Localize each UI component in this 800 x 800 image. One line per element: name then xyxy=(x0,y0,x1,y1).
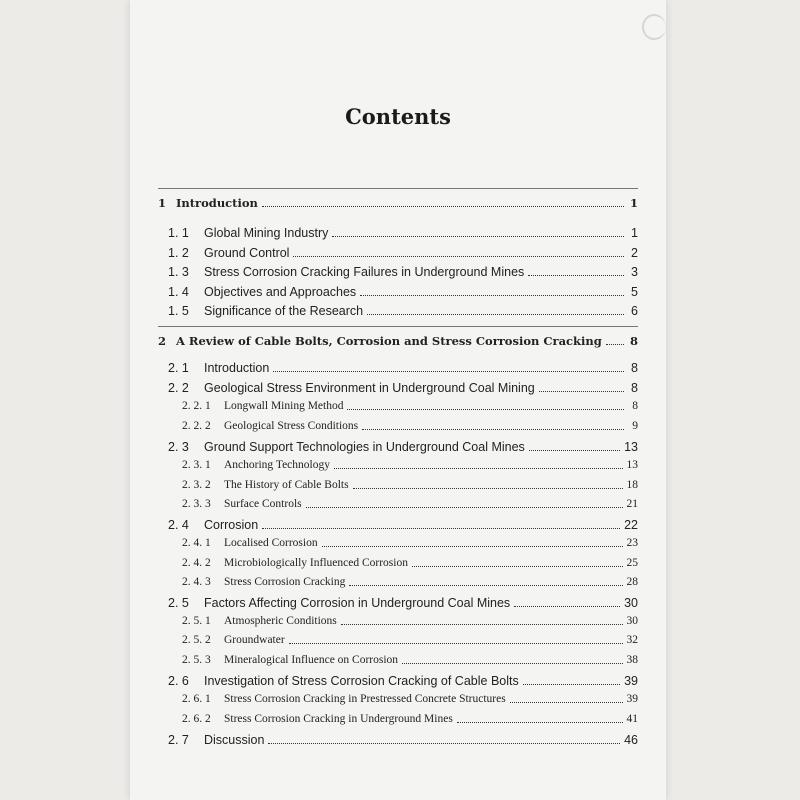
toc-entry-number: 2. 5. 1 xyxy=(182,615,211,627)
toc-entry-page: 8 xyxy=(631,381,638,395)
dot-leader xyxy=(306,506,623,508)
toc-subsection-entry[interactable] xyxy=(182,654,638,666)
toc-entry-title: Stress Corrosion Cracking in Underground Mines xyxy=(224,713,453,725)
toc-entry-number: 2. 3. 3 xyxy=(182,498,211,510)
dot-leader xyxy=(360,294,624,296)
toc-entry-number: 2. 4 xyxy=(168,518,189,532)
toc-entry-title: Ground Control xyxy=(204,246,290,260)
dot-leader xyxy=(528,274,624,276)
toc-entry-title: Stress Corrosion Cracking in Prestressed Concrete Structures xyxy=(224,693,506,705)
toc-entry-page: 1 xyxy=(629,196,638,210)
toc-entry-number: 1. 2 xyxy=(168,246,189,260)
dot-leader xyxy=(606,343,624,345)
dot-leader xyxy=(402,662,622,664)
toc-entry-title: Geological Stress Conditions xyxy=(224,420,359,432)
toc-entry-page: 18 xyxy=(626,479,638,491)
toc-entry-number: 2. 4. 2 xyxy=(182,557,211,569)
dot-leader xyxy=(268,742,620,744)
toc-subsection-entry[interactable] xyxy=(182,713,638,725)
toc-entry-number: 2. 1 xyxy=(168,361,189,375)
toc-entry-page: 30 xyxy=(624,596,638,610)
toc-entry-page: 13 xyxy=(624,440,638,454)
toc-section-entry[interactable] xyxy=(168,304,638,318)
toc-entry-title: Introduction xyxy=(204,361,270,375)
document-page xyxy=(130,0,666,800)
toc-entry-page: 39 xyxy=(626,693,638,705)
toc-subsection-entry[interactable] xyxy=(182,400,638,412)
toc-entry-number: 2. 2. 2 xyxy=(182,420,211,432)
dot-leader xyxy=(362,428,624,430)
toc-section-entry[interactable] xyxy=(168,733,638,747)
toc-section-entry[interactable] xyxy=(168,226,638,240)
toc-entry-title: Longwall Mining Method xyxy=(224,400,344,412)
toc-entry-number: 2. 6. 2 xyxy=(182,713,211,725)
toc-subsection-entry[interactable] xyxy=(182,459,638,471)
toc-entry-page: 25 xyxy=(626,557,638,569)
toc-entry-page: 46 xyxy=(624,733,638,747)
toc-entry-title: Groundwater xyxy=(224,634,285,646)
toc-entry-page: 5 xyxy=(631,285,638,299)
toc-section-entry[interactable] xyxy=(168,381,638,395)
dot-leader xyxy=(341,623,623,625)
page-header-ornament xyxy=(642,14,666,40)
dot-leader xyxy=(529,449,620,451)
toc-entry-number: 2. 6. 1 xyxy=(182,693,211,705)
toc-entry-page: 32 xyxy=(626,634,638,646)
toc-section-entry[interactable] xyxy=(168,440,638,454)
toc-entry-title: Investigation of Stress Corrosion Cracking of Cable Bolts xyxy=(204,674,519,688)
toc-subsection-entry[interactable] xyxy=(182,615,638,627)
toc-entry-number: 2. 4. 1 xyxy=(182,537,211,549)
page-title: Contents xyxy=(345,104,451,129)
toc-entry-page: 22 xyxy=(624,518,638,532)
chapter-divider xyxy=(158,188,638,189)
dot-leader xyxy=(539,390,624,392)
toc-entry-title: Global Mining Industry xyxy=(204,226,329,240)
toc-entry-page: 30 xyxy=(626,615,638,627)
toc-entry-title: Stress Corrosion Cracking Failures in Underground Mines xyxy=(204,265,525,279)
toc-entry-number: 2. 2 xyxy=(168,381,189,395)
dot-leader xyxy=(523,683,620,685)
toc-subsection-entry[interactable] xyxy=(182,537,638,549)
toc-entry-title: Significance of the Research xyxy=(204,304,364,318)
toc-entry-page: 28 xyxy=(626,576,638,588)
toc-entry-title: Anchoring Technology xyxy=(224,459,330,471)
toc-entry-page: 3 xyxy=(631,265,638,279)
toc-entry-title: Discussion xyxy=(204,733,265,747)
dot-leader xyxy=(293,255,624,257)
toc-entry-title: Corrosion xyxy=(204,518,259,532)
toc-section-entry[interactable] xyxy=(168,265,638,279)
toc-entry-number: 2. 6 xyxy=(168,674,189,688)
toc-entry-page: 9 xyxy=(632,420,638,432)
toc-entry-title: Ground Support Technologies in Underground Coal Mines xyxy=(204,440,525,454)
toc-section-entry[interactable] xyxy=(168,361,638,375)
toc-entry-title: The History of Cable Bolts xyxy=(224,479,349,491)
toc-entry-number: 1. 5 xyxy=(168,304,189,318)
toc-entry-number: 1. 3 xyxy=(168,265,189,279)
toc-entry-page: 21 xyxy=(626,498,638,510)
toc-entry-number: 2. 7 xyxy=(168,733,189,747)
toc-entry-number: 2. 5. 2 xyxy=(182,634,211,646)
toc-subsection-entry[interactable] xyxy=(182,634,638,646)
dot-leader xyxy=(349,584,622,586)
dot-leader xyxy=(412,565,623,567)
toc-section-entry[interactable] xyxy=(168,285,638,299)
dot-leader xyxy=(347,408,624,410)
toc-entry-title: Atmospheric Conditions xyxy=(224,615,337,627)
dot-leader xyxy=(334,467,623,469)
toc-subsection-entry[interactable] xyxy=(182,479,638,491)
toc-entry-number: 2 xyxy=(158,334,167,348)
toc-entry-title: Objectives and Approaches xyxy=(204,285,357,299)
toc-entry-number: 1. 1 xyxy=(168,226,189,240)
toc-entry-number: 2. 3. 2 xyxy=(182,479,211,491)
toc-entry-page: 1 xyxy=(631,226,638,240)
toc-subsection-entry[interactable] xyxy=(182,557,638,569)
chapter-divider xyxy=(158,326,638,327)
toc-section-entry[interactable] xyxy=(168,246,638,260)
toc-entry-number: 1 xyxy=(158,196,167,210)
toc-entry-number: 1. 4 xyxy=(168,285,189,299)
dot-leader xyxy=(332,235,624,237)
toc-subsection-entry[interactable] xyxy=(182,576,638,588)
dot-leader xyxy=(367,313,624,315)
toc-entry-number: 2. 5 xyxy=(168,596,189,610)
toc-entry-title: Factors Affecting Corrosion in Underground Coal Mines xyxy=(204,596,511,610)
toc-entry-number: 2. 2. 1 xyxy=(182,400,211,412)
toc-section-entry[interactable] xyxy=(168,518,638,532)
toc-entry-page: 8 xyxy=(632,400,638,412)
toc-entry-title: Microbiologically Influenced Corrosion xyxy=(224,557,408,569)
toc-entry-page: 8 xyxy=(629,334,638,348)
dot-leader xyxy=(262,527,620,529)
toc-entry-page: 41 xyxy=(626,713,638,725)
toc-chapter-entry[interactable] xyxy=(158,334,638,348)
toc-entry-number: 2. 5. 3 xyxy=(182,654,211,666)
toc-entry-page: 13 xyxy=(626,459,638,471)
toc-entry-title: Geological Stress Environment in Underground Coal Mining xyxy=(204,381,535,395)
toc-entry-page: 2 xyxy=(631,246,638,260)
toc-entry-number: 2. 3 xyxy=(168,440,189,454)
toc-section-entry[interactable] xyxy=(168,596,638,610)
toc-section-entry[interactable] xyxy=(168,674,638,688)
dot-leader xyxy=(273,370,624,372)
toc-entry-page: 23 xyxy=(626,537,638,549)
toc-subsection-entry[interactable] xyxy=(182,693,638,705)
toc-entry-number: 2. 4. 3 xyxy=(182,576,211,588)
dot-leader xyxy=(322,545,623,547)
dot-leader xyxy=(514,605,620,607)
toc-chapter-entry[interactable] xyxy=(158,196,638,210)
toc-entry-page: 8 xyxy=(631,361,638,375)
dot-leader xyxy=(262,205,624,207)
toc-entry-title: Localised Corrosion xyxy=(224,537,318,549)
dot-leader xyxy=(353,487,623,489)
toc-entry-page: 6 xyxy=(631,304,638,318)
toc-entry-title: Introduction xyxy=(176,196,258,210)
toc-subsection-entry[interactable] xyxy=(182,420,638,432)
dot-leader xyxy=(510,701,623,703)
toc-entry-title: A Review of Cable Bolts, Corrosion and Stress Corrosion Cracking xyxy=(176,334,602,348)
toc-entry-title: Stress Corrosion Cracking xyxy=(224,576,346,588)
toc-entry-title: Surface Controls xyxy=(224,498,302,510)
toc-subsection-entry[interactable] xyxy=(182,498,638,510)
dot-leader xyxy=(289,642,623,644)
toc-entry-page: 39 xyxy=(624,674,638,688)
toc-entry-page: 38 xyxy=(626,654,638,666)
toc-entry-number: 2. 3. 1 xyxy=(182,459,211,471)
dot-leader xyxy=(457,721,623,723)
toc-entry-title: Mineralogical Influence on Corrosion xyxy=(224,654,399,666)
